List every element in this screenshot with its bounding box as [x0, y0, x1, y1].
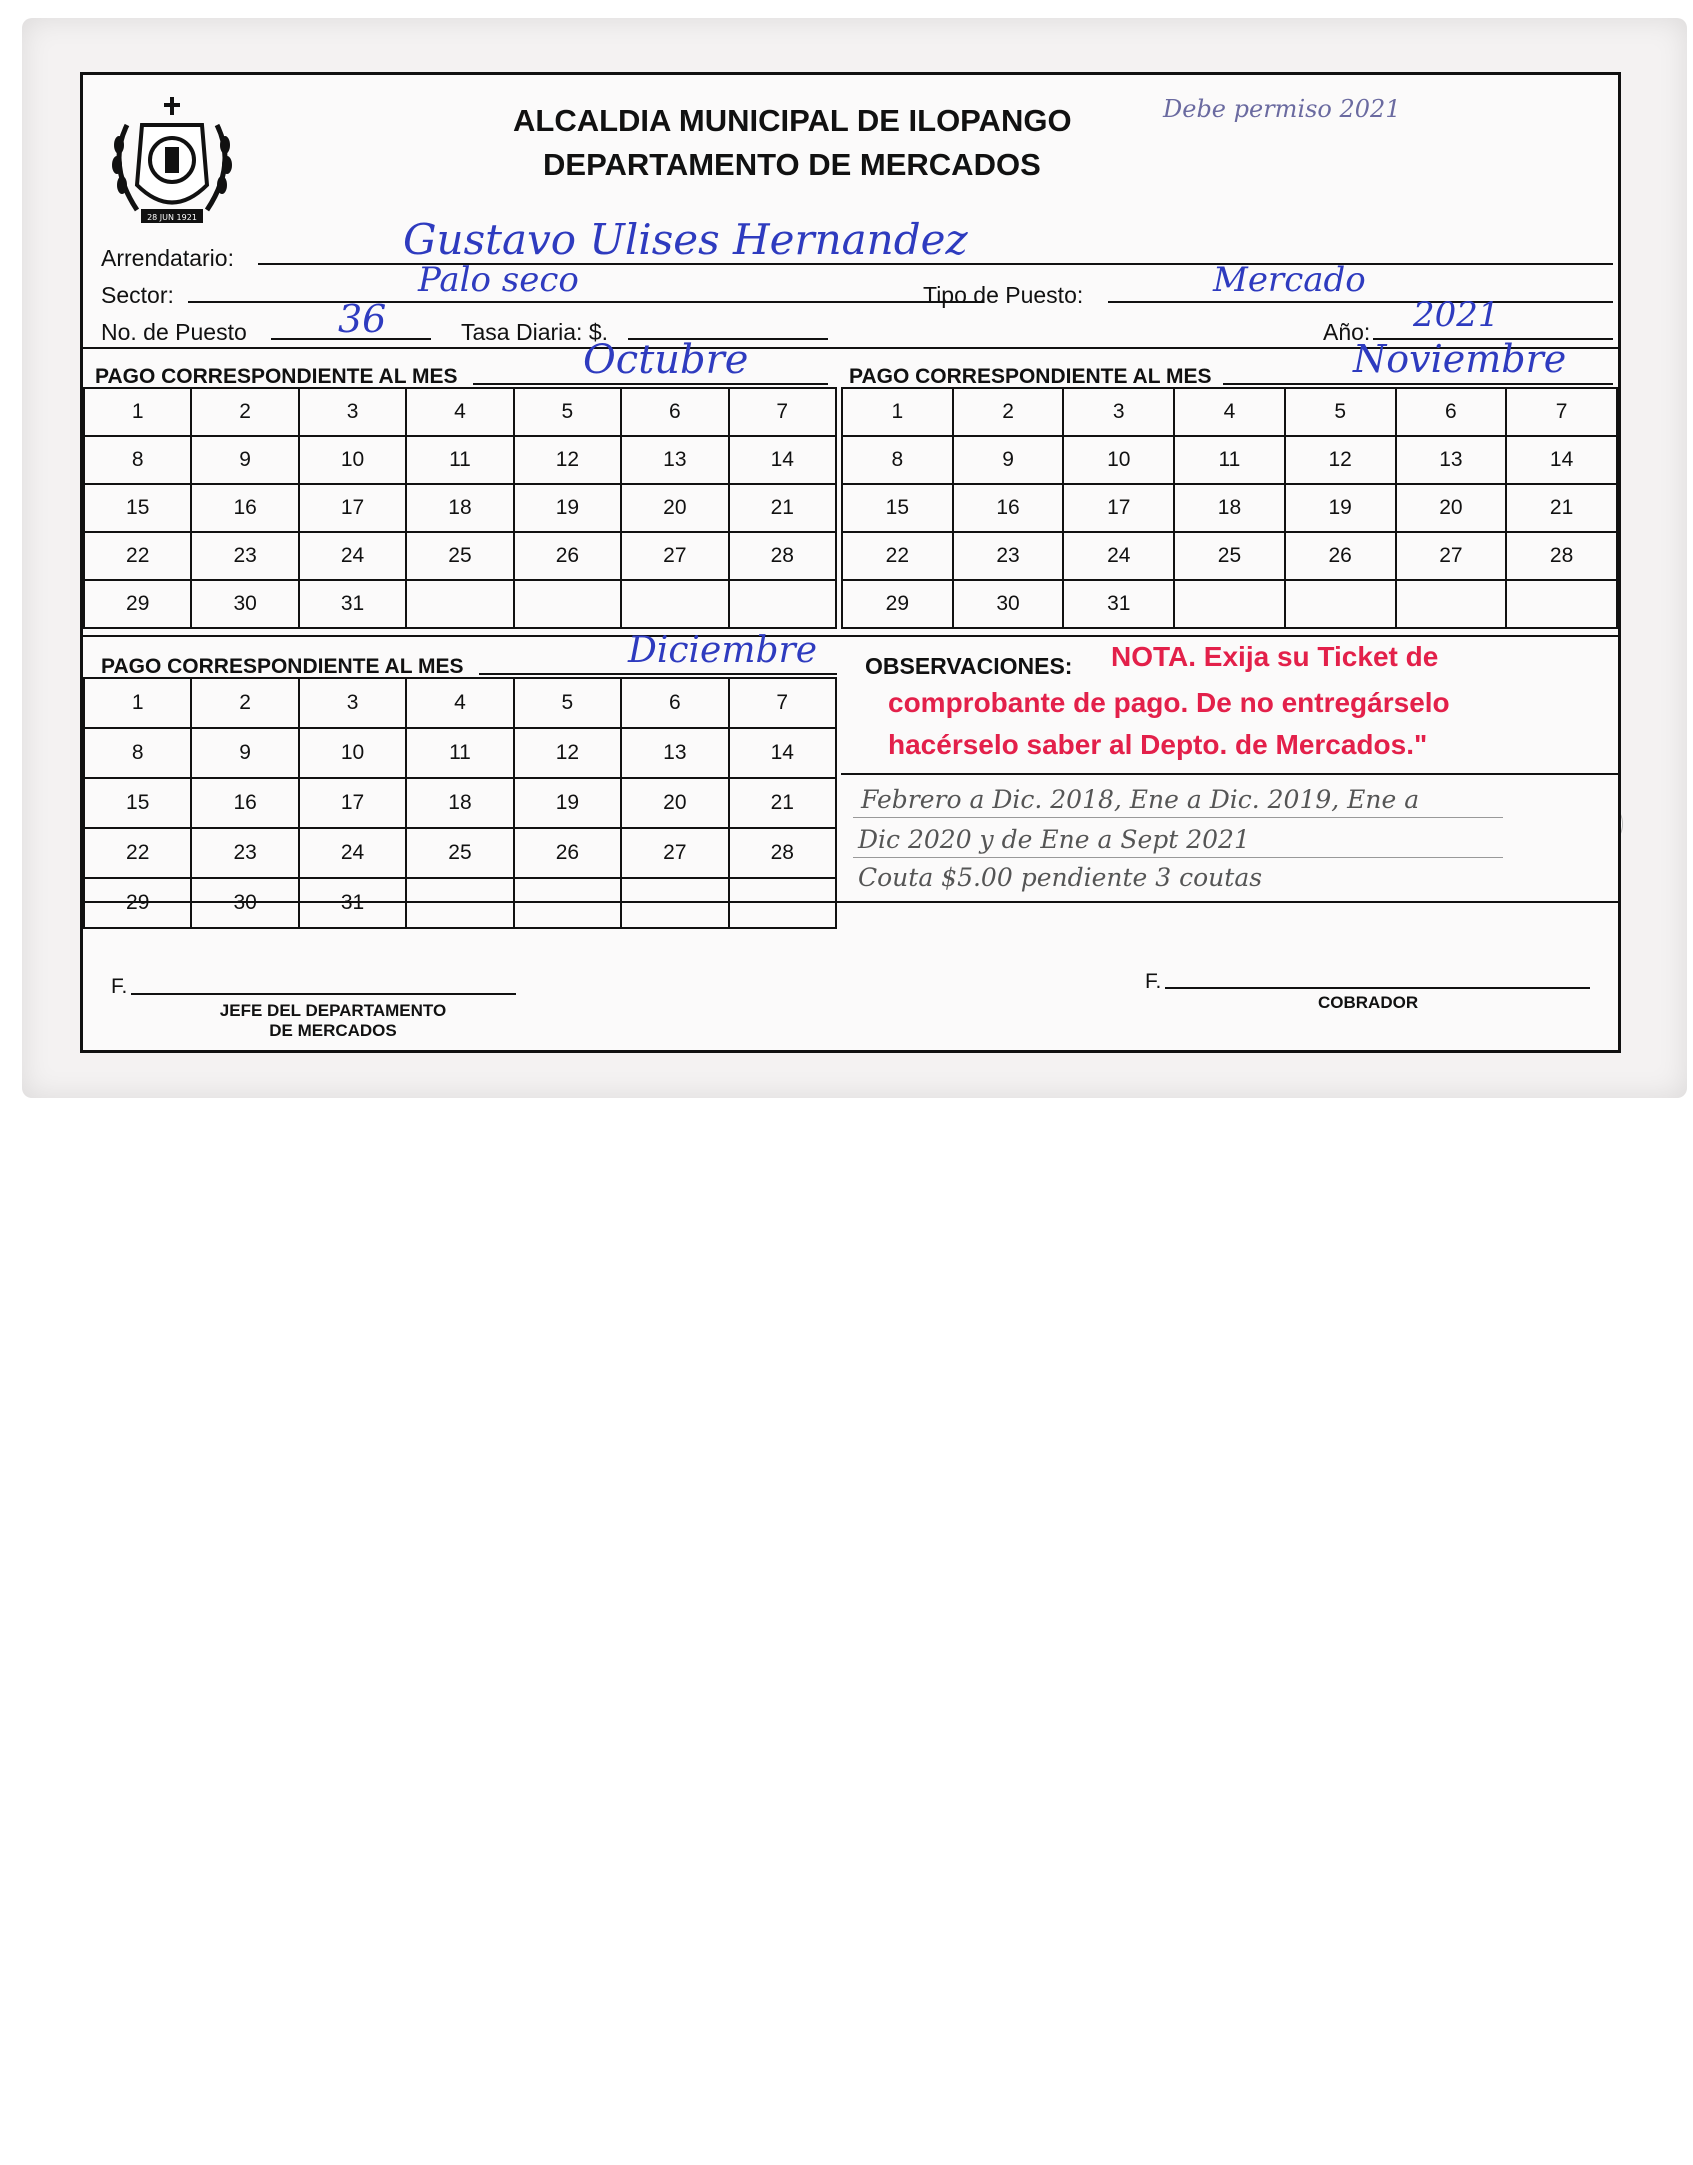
day-cell: 5: [1285, 388, 1396, 436]
note-debe-permiso: Debe permiso 2021: [1163, 95, 1401, 123]
no-puesto-value: 36: [338, 297, 387, 341]
day-cell: 11: [406, 728, 513, 778]
day-cell: 30: [953, 580, 1064, 628]
day-cell: 29: [84, 878, 191, 928]
day-cell: 21: [729, 778, 836, 828]
day-cell: 6: [621, 388, 728, 436]
day-cell: 18: [1174, 484, 1285, 532]
day-cell: 28: [729, 828, 836, 878]
day-cell: 24: [299, 828, 406, 878]
anio-label: Año:: [1323, 319, 1371, 345]
day-cell: 18: [406, 484, 513, 532]
day-cell: 30: [191, 878, 298, 928]
grid-diciembre: [83, 677, 837, 929]
tipo-puesto-line: [1108, 301, 1613, 303]
empty-cell: [1506, 580, 1617, 628]
nota-line-3: hacérselo saber al Depto. de Mercados.": [888, 729, 1428, 760]
day-cell: 2: [191, 388, 298, 436]
mes-label-noviembre: PAGO CORRESPONDIENTE AL MES: [849, 365, 1212, 388]
grid-octubre: [83, 387, 837, 629]
mes-line-noviembre: [1223, 383, 1613, 385]
day-cell: 11: [1174, 436, 1285, 484]
firma-cobrador-prefix: F.: [1145, 970, 1162, 993]
day-cell: 27: [1396, 532, 1507, 580]
day-cell: 8: [84, 436, 191, 484]
day-cell: 1: [842, 388, 953, 436]
day-cell: 31: [299, 878, 406, 928]
day-cell: 4: [1174, 388, 1285, 436]
day-cell: 4: [406, 388, 513, 436]
day-cell: 23: [191, 828, 298, 878]
day-cell: 14: [729, 728, 836, 778]
day-cell: 10: [299, 436, 406, 484]
mes-line-diciembre: [479, 673, 837, 675]
day-cell: 1: [84, 388, 191, 436]
day-cell: 15: [842, 484, 953, 532]
municipal-seal-icon: [97, 85, 247, 235]
firma-jefe-prefix: F.: [111, 975, 128, 998]
day-cell: 26: [1285, 532, 1396, 580]
day-cell: 16: [953, 484, 1064, 532]
day-cell: 30: [191, 580, 298, 628]
day-cell: 25: [406, 828, 513, 878]
sector-value: Palo seco: [418, 260, 579, 300]
day-cell: 12: [514, 436, 621, 484]
title-municipality: ALCALDIA MUNICIPAL DE ILOPANGO: [513, 103, 1072, 138]
day-cell: 7: [729, 678, 836, 728]
day-cell: 9: [191, 728, 298, 778]
jefe-label-line-2: DE MERCADOS: [269, 1021, 397, 1040]
day-cell: 19: [514, 484, 621, 532]
day-cell: 20: [621, 778, 728, 828]
title-department: DEPARTAMENTO DE MERCADOS: [543, 147, 1041, 182]
day-cell: 8: [842, 436, 953, 484]
arrendatario-value: Gustavo Ulises Hernandez: [403, 215, 968, 264]
obs-line: [853, 857, 1503, 858]
day-cell: 5: [514, 678, 621, 728]
jefe-label-line-1: JEFE DEL DEPARTAMENTO: [219, 1001, 447, 1020]
form-frame: [80, 72, 1621, 1053]
day-cell: 13: [621, 728, 728, 778]
day-cell: 29: [84, 580, 191, 628]
mes-value-diciembre: Diciembre: [628, 630, 818, 671]
tipo-puesto-value: Mercado: [1213, 260, 1366, 300]
day-cell: 5: [514, 388, 621, 436]
cobrador-label: COBRADOR: [1318, 993, 1419, 1012]
day-cell: 10: [299, 728, 406, 778]
empty-cell: [406, 878, 513, 928]
day-cell: 3: [1063, 388, 1174, 436]
day-cell: 2: [191, 678, 298, 728]
obs-hand-line-3: Couta $5.00 pendiente 3 coutas: [858, 863, 1263, 892]
firma-jefe-line: [131, 993, 516, 995]
anio-value: 2021: [1413, 295, 1500, 335]
day-cell: 12: [514, 728, 621, 778]
sector-label: Sector:: [101, 282, 174, 308]
day-cell: 14: [1506, 436, 1617, 484]
day-cell: 29: [842, 580, 953, 628]
day-cell: 7: [1506, 388, 1617, 436]
day-cell: 3: [299, 678, 406, 728]
nota-line-2: comprobante de pago. De no entregárselo: [888, 687, 1450, 718]
empty-cell: [514, 878, 621, 928]
day-cell: 20: [1396, 484, 1507, 532]
day-cell: 17: [1063, 484, 1174, 532]
mes-value-octubre: Octubre: [583, 337, 749, 383]
nota-line-1: NOTA. Exija su Ticket de: [1111, 641, 1439, 672]
day-cell: 17: [299, 778, 406, 828]
day-cell: 27: [621, 828, 728, 878]
day-cell: 25: [406, 532, 513, 580]
divider: [841, 773, 1618, 775]
tipo-puesto-label: Tipo de Puesto:: [923, 282, 1084, 308]
day-cell: 20: [621, 484, 728, 532]
empty-cell: [621, 878, 728, 928]
empty-cell: [1285, 580, 1396, 628]
day-cell: 27: [621, 532, 728, 580]
day-cell: 6: [1396, 388, 1507, 436]
empty-cell: [514, 580, 621, 628]
day-cell: 22: [84, 828, 191, 878]
empty-cell: [1174, 580, 1285, 628]
empty-cell: [621, 580, 728, 628]
tasa-diaria-label: Tasa Diaria: $.: [461, 319, 609, 345]
day-cell: 15: [84, 778, 191, 828]
day-cell: 22: [842, 532, 953, 580]
day-cell: 22: [84, 532, 191, 580]
day-cell: 19: [1285, 484, 1396, 532]
day-cell: 25: [1174, 532, 1285, 580]
day-cell: 24: [299, 532, 406, 580]
empty-cell: [1396, 580, 1507, 628]
day-cell: 9: [953, 436, 1064, 484]
observaciones-label: OBSERVACIONES:: [865, 653, 1073, 679]
divider: [83, 901, 1618, 903]
jefe-label: [208, 1001, 458, 1041]
day-cell: 16: [191, 484, 298, 532]
day-cell: 17: [299, 484, 406, 532]
day-cell: 14: [729, 436, 836, 484]
day-cell: 19: [514, 778, 621, 828]
day-cell: 23: [191, 532, 298, 580]
arrendatario-label: Arrendatario:: [101, 245, 234, 271]
day-cell: 21: [1506, 484, 1617, 532]
day-cell: 13: [1396, 436, 1507, 484]
day-cell: 2: [953, 388, 1064, 436]
day-cell: 23: [953, 532, 1064, 580]
mes-label-octubre: PAGO CORRESPONDIENTE AL MES: [95, 365, 458, 388]
day-cell: 4: [406, 678, 513, 728]
day-cell: 10: [1063, 436, 1174, 484]
day-cell: 16: [191, 778, 298, 828]
day-cell: 8: [84, 728, 191, 778]
obs-hand-line-2: Dic 2020 y de Ene a Sept 2021: [858, 825, 1250, 854]
mes-value-noviembre: Noviembre: [1353, 337, 1567, 381]
day-cell: 31: [1063, 580, 1174, 628]
empty-cell: [729, 580, 836, 628]
day-cell: 12: [1285, 436, 1396, 484]
divider: [83, 635, 1618, 637]
day-cell: 31: [299, 580, 406, 628]
day-cell: 13: [621, 436, 728, 484]
day-cell: 1: [84, 678, 191, 728]
day-cell: 11: [406, 436, 513, 484]
mes-line-octubre: [473, 383, 828, 385]
day-cell: 24: [1063, 532, 1174, 580]
empty-cell: [406, 580, 513, 628]
sector-line: [188, 301, 983, 303]
day-cell: 3: [299, 388, 406, 436]
firma-cobrador-line: [1165, 987, 1590, 989]
empty-cell: [729, 878, 836, 928]
day-cell: 26: [514, 532, 621, 580]
mes-label-diciembre: PAGO CORRESPONDIENTE AL MES: [101, 655, 464, 678]
day-cell: 21: [729, 484, 836, 532]
day-cell: 6: [621, 678, 728, 728]
grid-noviembre: [841, 387, 1618, 629]
obs-hand-line-1: Febrero a Dic. 2018, Ene a Dic. 2019, Ene a: [861, 785, 1420, 814]
day-cell: 18: [406, 778, 513, 828]
day-cell: 28: [729, 532, 836, 580]
no-puesto-label: No. de Puesto: [101, 319, 247, 345]
obs-line: [853, 817, 1503, 818]
day-cell: 7: [729, 388, 836, 436]
day-cell: 26: [514, 828, 621, 878]
day-cell: 15: [84, 484, 191, 532]
svg-text:28 JUN 1921: 28 JUN 1921: [147, 213, 197, 222]
day-cell: 28: [1506, 532, 1617, 580]
day-cell: 9: [191, 436, 298, 484]
